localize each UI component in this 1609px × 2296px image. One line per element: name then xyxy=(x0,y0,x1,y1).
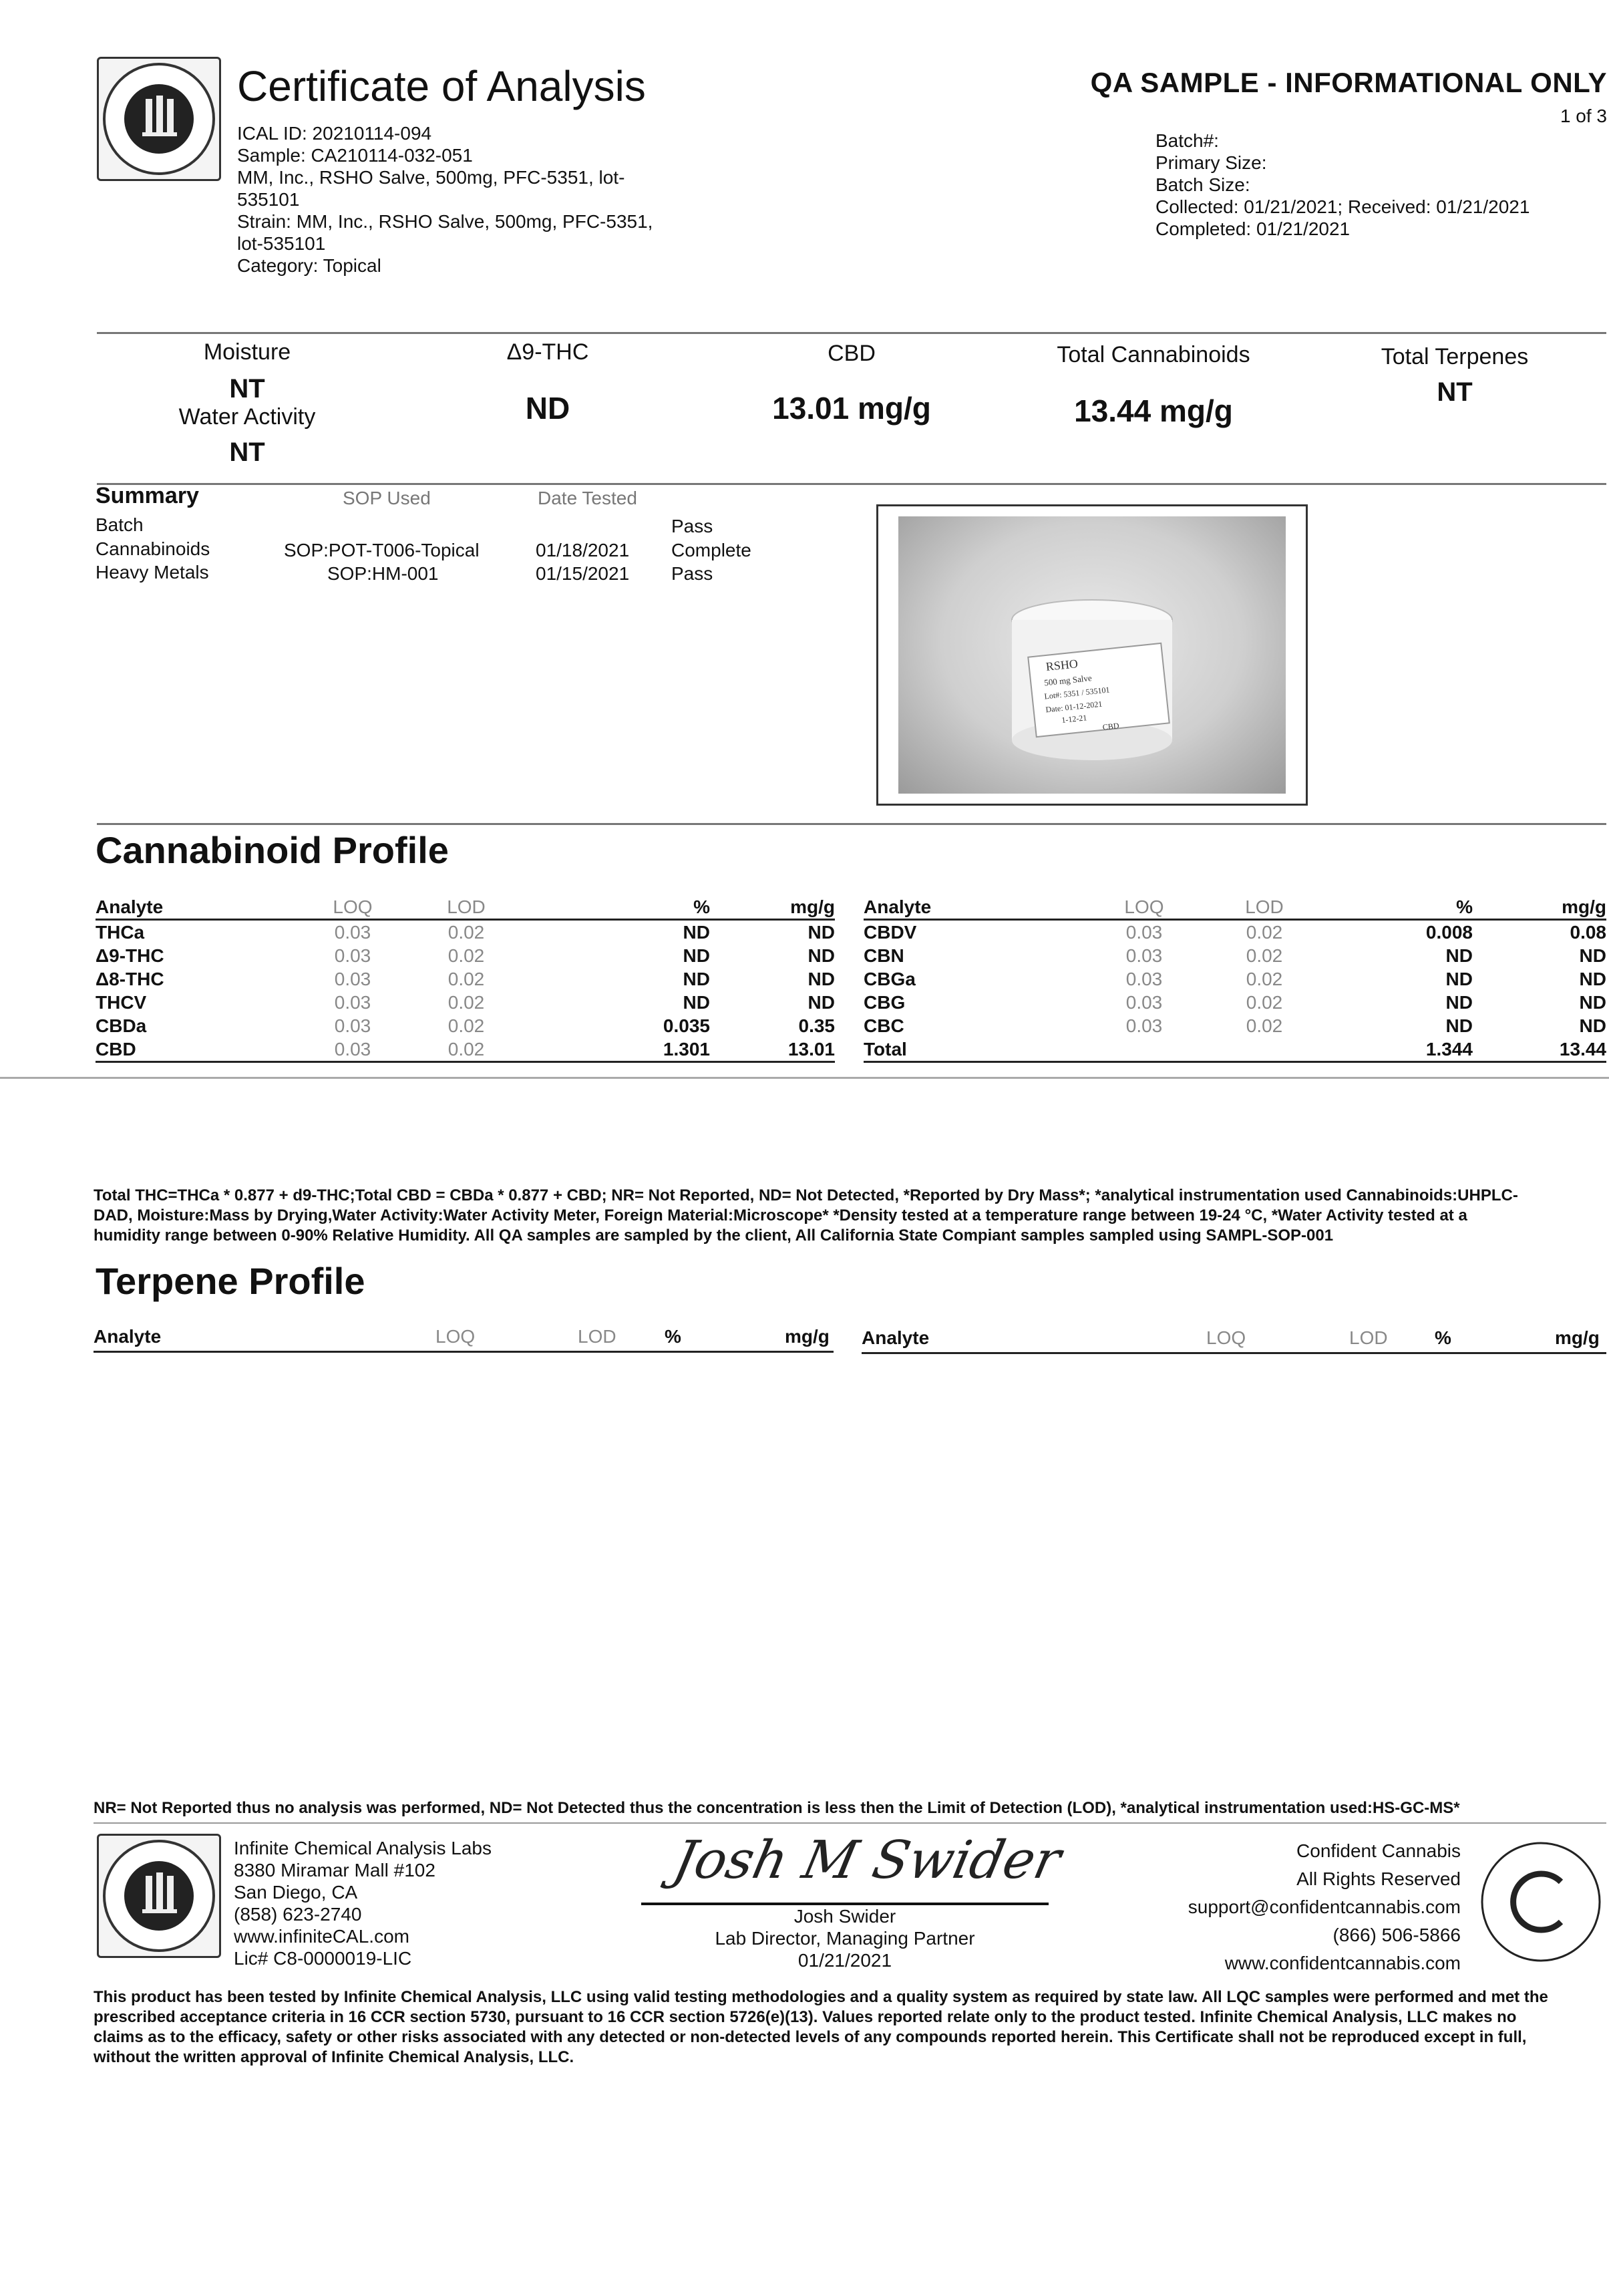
total-cannabinoids-value: 13.44 mg/g xyxy=(1074,393,1233,428)
analyte-name: Δ9-THC xyxy=(96,945,164,966)
summary-row-name: Batch xyxy=(96,514,144,535)
water-activity-value: NT xyxy=(229,438,265,467)
mgg-value: ND xyxy=(1579,945,1606,966)
moisture-label: Moisture xyxy=(203,339,291,365)
thc-label: Δ9-THC xyxy=(506,339,589,365)
terp-col-lod-left: LOD xyxy=(578,1326,616,1347)
terpene-profile-title: Terpene Profile xyxy=(96,1260,365,1302)
lod-value: 0.02 xyxy=(1246,991,1283,1013)
mgg-value: 13.01 xyxy=(710,1037,835,1062)
disclaimer-line: claims as to the efficacy, safety or other risks associated with any detected or non-detected levels of any compounds reported herein. This Certificate shall not be reproduced except in full, xyxy=(94,2028,1527,2046)
col-loq: LOQ xyxy=(1084,895,1204,920)
loq-value: 0.03 xyxy=(1125,968,1163,989)
pct-value: ND xyxy=(683,991,710,1013)
lod-value: 0.02 xyxy=(448,968,485,989)
terp-col-lod-right: LOD xyxy=(1349,1327,1388,1348)
analyte-name: CBDa xyxy=(96,1015,147,1036)
total-cannabinoids-label: Total Cannabinoids xyxy=(1057,342,1250,367)
col-lod: LOD xyxy=(1204,895,1324,920)
signer-title: Lab Director, Managing Partner xyxy=(715,1928,975,1949)
jar-label-line3: Lot#: 5351 / 535101 xyxy=(1043,685,1111,701)
mgg-value: ND xyxy=(1579,1015,1606,1036)
summary-row-batch-result: Pass xyxy=(671,516,713,536)
sample-id: Sample: CA210114-032-051 xyxy=(237,145,473,166)
analyte-name: CBC xyxy=(864,1015,904,1036)
signer-name: Josh Swider xyxy=(793,1906,896,1927)
loq-value: 0.03 xyxy=(334,945,371,966)
strain-line2: lot-535101 xyxy=(237,233,326,254)
pct-value: ND xyxy=(1445,1015,1473,1036)
table-row xyxy=(96,1037,835,1062)
summary-col-sop: SOP Used xyxy=(343,488,431,508)
cc-website[interactable]: www.confidentcannabis.com xyxy=(1224,1953,1461,1973)
loq-value: 0.03 xyxy=(1125,991,1163,1013)
cannabinoid-table-right xyxy=(864,895,1606,1063)
mgg-value: ND xyxy=(808,991,835,1013)
sample-meta xyxy=(237,122,653,277)
mgg-value: ND xyxy=(808,945,835,966)
disclaimer-line: prescribed acceptance criteria in 16 CCR section 5730, pursuant to 16 CCR section 5726(e)(13). Values reported relate only to the product tested. Infinite Chemical Analysis, LLC makes no xyxy=(94,2008,1517,2026)
pct-value: ND xyxy=(1445,991,1473,1013)
lab-license: Lic# C8-0000019-LIC xyxy=(234,1948,412,1969)
metrics-divider xyxy=(97,483,1606,485)
signature: Josh M Swider xyxy=(668,1830,1067,1891)
lod-value: 0.02 xyxy=(1246,921,1283,943)
col-loq: LOQ xyxy=(296,895,409,920)
batch-size: Batch Size: xyxy=(1155,174,1250,195)
table-header xyxy=(96,895,835,920)
table-row xyxy=(864,967,1606,991)
terp-col-mgg-right: mg/g xyxy=(1555,1327,1600,1348)
total-terpenes-label: Total Terpenes xyxy=(1381,344,1529,369)
table-row xyxy=(864,920,1606,945)
analyte-name: CBN xyxy=(864,945,904,966)
summary-row-cannabinoids-sop: SOP:POT-T006-Topical xyxy=(284,540,480,560)
mgg-value: ND xyxy=(808,968,835,989)
lod-value: 0.02 xyxy=(448,1015,485,1036)
header-divider xyxy=(97,332,1606,334)
product-photo xyxy=(876,504,1308,806)
cc-contact xyxy=(1188,1837,1461,1977)
water-activity-label: Water Activity xyxy=(178,404,316,430)
col-analyte: Analyte xyxy=(96,895,296,920)
page-number: 1 of 3 xyxy=(1560,106,1607,126)
summary-row-batch xyxy=(96,514,144,536)
mgg-value: ND xyxy=(808,921,835,943)
terp-col-analyte-left: Analyte xyxy=(94,1326,162,1347)
moisture-value: NT xyxy=(229,374,265,403)
loq-value: 0.03 xyxy=(296,1037,409,1062)
note-line: humidity range between 0-90% Relative Humidity. All QA samples are sampled by the client, All California State Compiant samples sampled using SAMPL-SOP-001 xyxy=(94,1226,1334,1245)
cbd-value: 13.01 mg/g xyxy=(772,391,931,426)
signed-date: 01/21/2021 xyxy=(797,1950,892,1971)
disclaimer-line: without the written approval of Infinite Chemical Analysis, LLC. xyxy=(94,2048,574,2066)
analyte-name: THCV xyxy=(96,991,147,1013)
footnote-underline xyxy=(94,1822,1606,1824)
pct-value: 0.035 xyxy=(663,1015,710,1036)
collected-received: Collected: 01/21/2021; Received: 01/21/2021 xyxy=(1155,196,1530,217)
terp-col-pct-left: % xyxy=(665,1326,681,1347)
pct-value: ND xyxy=(683,945,710,966)
loq-value: 0.03 xyxy=(334,968,371,989)
pct-value: ND xyxy=(683,921,710,943)
analyte-name: THCa xyxy=(96,921,145,943)
summary-row-cannabinoids-date: 01/18/2021 xyxy=(536,540,630,560)
summary-row-cannabinoids-result: Complete xyxy=(671,540,751,560)
batch-meta xyxy=(1155,130,1530,240)
jar-label-line5: 1-12-21 xyxy=(1061,713,1087,725)
completed-date: Completed: 01/21/2021 xyxy=(1155,218,1351,239)
note-line: DAD, Moisture:Mass by Drying,Water Activity:Water Activity Meter, Foreign Material:Microscope* *Density tested at a temperature range between 19-24 °C, *Water Activity tested at a xyxy=(94,1206,1467,1224)
summary-row-cannabinoids: Cannabinoids xyxy=(96,538,210,559)
lod-value: 0.02 xyxy=(409,1037,523,1062)
pct-value: ND xyxy=(683,968,710,989)
terpene-footnote: NR= Not Reported thus no analysis was performed, ND= Not Detected thus the concentration is less then the Limit of Detection (LOD), *analytical instrumentation used:HS-GC-MS* xyxy=(94,1799,1460,1817)
disclaimer xyxy=(94,1987,1606,2068)
category: Category: Topical xyxy=(237,255,381,276)
loq-value: 0.03 xyxy=(1125,921,1163,943)
table-row xyxy=(96,1014,835,1037)
col-pct: % xyxy=(1324,895,1473,920)
col-mgg: mg/g xyxy=(1473,895,1606,920)
loq-value: 0.03 xyxy=(334,921,371,943)
ical-footer-logo xyxy=(97,1834,221,1958)
table-row xyxy=(864,1014,1606,1037)
terp-col-analyte-right: Analyte xyxy=(862,1327,930,1348)
cc-rights: All Rights Reserved xyxy=(1296,1868,1461,1889)
sample-desc-line2: 535101 xyxy=(237,189,300,210)
cannabinoid-table-left xyxy=(96,895,835,1063)
summary-row-heavy-metals: Heavy Metals xyxy=(96,562,209,583)
loq-value xyxy=(1084,1037,1204,1062)
primary-size: Primary Size: xyxy=(1155,152,1267,173)
analyte-name: Total xyxy=(864,1037,1084,1062)
ical-id: ICAL ID: 20210114-094 xyxy=(237,123,432,144)
salve-jar-image xyxy=(965,580,1219,780)
pct-value: 0.008 xyxy=(1425,921,1473,943)
pct-value: ND xyxy=(1445,945,1473,966)
lab-phone: (858) 623-2740 xyxy=(234,1904,362,1925)
pct-value: ND xyxy=(1445,968,1473,989)
table-row xyxy=(96,991,835,1014)
batch-number: Batch#: xyxy=(1155,130,1219,151)
analyte-name: CBG xyxy=(864,991,906,1013)
pct-value: 1.344 xyxy=(1324,1037,1473,1062)
cannabinoid-notes xyxy=(94,1186,1606,1246)
summary-col-date: Date Tested xyxy=(538,488,637,508)
lod-value xyxy=(1204,1037,1324,1062)
terp-header-underline-left xyxy=(94,1351,834,1353)
cc-email[interactable]: support@confidentcannabis.com xyxy=(1188,1897,1461,1917)
confident-cannabis-logo xyxy=(1477,1838,1604,1965)
lod-value: 0.02 xyxy=(1246,945,1283,966)
lod-value: 0.02 xyxy=(1246,1015,1283,1036)
loq-value: 0.03 xyxy=(1125,1015,1163,1036)
terp-col-mgg-left: mg/g xyxy=(785,1326,830,1347)
terp-col-loq-right: LOQ xyxy=(1206,1327,1246,1348)
table-row xyxy=(96,944,835,967)
lab-contact xyxy=(234,1837,492,1969)
lab-website[interactable]: www.infiniteCAL.com xyxy=(234,1926,409,1947)
document-title: Certificate of Analysis xyxy=(237,62,646,110)
lod-value: 0.02 xyxy=(448,991,485,1013)
summary-row-heavy-metals-sop: SOP:HM-001 xyxy=(327,563,439,584)
cc-name: Confident Cannabis xyxy=(1296,1840,1461,1861)
cannabinoid-profile-title: Cannabinoid Profile xyxy=(96,829,449,871)
mgg-value: 0.08 xyxy=(1570,921,1606,943)
lab-city: San Diego, CA xyxy=(234,1882,358,1903)
mgg-value: ND xyxy=(1579,991,1606,1013)
col-analyte: Analyte xyxy=(864,895,1084,920)
jar-label-line2: 500 mg Salve xyxy=(1043,673,1093,688)
cannabinoid-divider xyxy=(0,1077,1609,1079)
note-line: Total THC=THCa * 0.877 + d9-THC;Total CBD = CBDa * 0.877 + CBD; NR= Not Reported, ND= Not Detected, *Reported by Dry Mass*; *analytical instrumentation used Cannabinoids:UHPLC- xyxy=(94,1186,1518,1204)
col-lod: LOD xyxy=(409,895,523,920)
sample-desc-line1: MM, Inc., RSHO Salve, 500mg, PFC-5351, lot- xyxy=(237,167,625,188)
jar-label-line6: CBD xyxy=(1102,721,1120,732)
summary-title: Summary xyxy=(96,483,199,508)
table-row-total xyxy=(864,1037,1606,1062)
table-header xyxy=(864,895,1606,920)
lod-value: 0.02 xyxy=(1246,968,1283,989)
summary-row-heavy-metals-date: 01/15/2021 xyxy=(536,563,630,584)
mgg-value: 0.35 xyxy=(798,1015,835,1036)
total-terpenes-value: NT xyxy=(1437,377,1473,407)
thc-value: ND xyxy=(525,391,570,426)
col-mgg: mg/g xyxy=(710,895,835,920)
analyte-name: CBGa xyxy=(864,968,916,989)
lod-value: 0.02 xyxy=(448,921,485,943)
loq-value: 0.03 xyxy=(334,991,371,1013)
jar-label-line1: RSHO xyxy=(1045,657,1079,674)
analyte-name: CBD xyxy=(96,1037,296,1062)
ical-logo xyxy=(97,57,221,181)
table-row xyxy=(96,967,835,991)
signer-block xyxy=(641,1905,1049,1971)
qa-label: QA SAMPLE - INFORMATIONAL ONLY xyxy=(1090,67,1607,98)
lab-address: 8380 Miramar Mall #102 xyxy=(234,1860,435,1880)
disclaimer-line: This product has been tested by Infinite Chemical Analysis, LLC using valid testing methodologies and a quality system as required by state law. All LQC samples were performed and met the xyxy=(94,1988,1548,2006)
table-row xyxy=(864,944,1606,967)
summary-divider xyxy=(97,823,1606,825)
jar-label-line4: Date: 01-12-2021 xyxy=(1045,699,1103,715)
loq-value: 0.03 xyxy=(1125,945,1163,966)
summary-row-heavy-metals-result: Pass xyxy=(671,563,713,584)
mgg-value: ND xyxy=(1579,968,1606,989)
cbd-label: CBD xyxy=(828,341,876,366)
terp-header-underline-right xyxy=(862,1352,1606,1354)
lod-value: 0.02 xyxy=(448,945,485,966)
mgg-value: 13.44 xyxy=(1473,1037,1606,1062)
terp-col-loq-left: LOQ xyxy=(435,1326,476,1347)
terp-col-pct-right: % xyxy=(1435,1327,1451,1348)
cc-phone: (866) 506-5866 xyxy=(1332,1925,1461,1945)
analyte-name: Δ8-THC xyxy=(96,968,164,989)
loq-value: 0.03 xyxy=(334,1015,371,1036)
lab-name: Infinite Chemical Analysis Labs xyxy=(234,1838,492,1858)
strain-line1: Strain: MM, Inc., RSHO Salve, 500mg, PFC-5351, xyxy=(237,211,653,232)
pct-value: 1.301 xyxy=(523,1037,710,1062)
col-pct: % xyxy=(523,895,710,920)
analyte-name: CBDV xyxy=(864,921,917,943)
table-row xyxy=(864,991,1606,1014)
table-row xyxy=(96,920,835,945)
